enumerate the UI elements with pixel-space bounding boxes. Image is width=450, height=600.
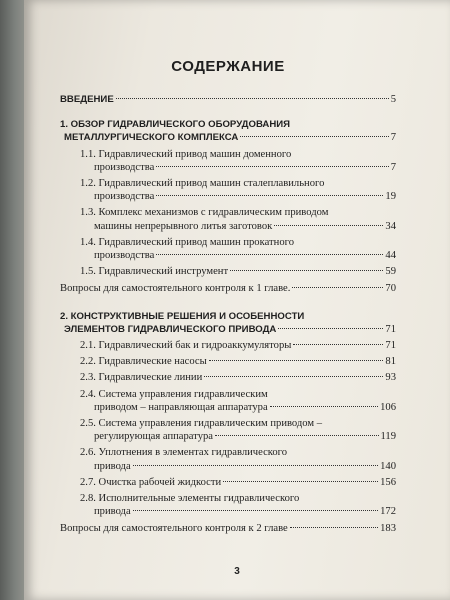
toc-entry-intro: ВВЕДЕНИЕ 5 [60, 94, 396, 105]
book-page [24, 0, 450, 600]
toc-heading: СОДЕРЖАНИЕ [171, 58, 285, 75]
toc-section-2-2: 2.2. Гидравлические насосы 81 [80, 356, 396, 368]
table-of-contents [60, 58, 396, 536]
toc-chapter-2: 2. КОНСТРУКТИВНЫЕ РЕШЕНИЯ И ОСОБЕННОСТИ ЭЛЕМЕНТОВ ГИДРАВЛИЧЕСКОГО ПРИВОДА 71 [60, 310, 396, 335]
toc-section-2-6: 2.6. Уплотнения в элементах гидравлического привода 140 [80, 447, 396, 472]
toc-section-2-8: 2.8. Исполнительные элементы гидравлического привода 172 [80, 493, 396, 518]
toc-section-1-4: 1.4. Гидравлический привод машин прокатного производства 44 [80, 236, 396, 262]
page-number: 3 [234, 566, 240, 577]
toc-section-1-3: 1.3. Комплекс механизмов с гидравлическим приводом машины непрерывного литья заготовок 34 [80, 207, 396, 232]
toc-chapter-1: 1. ОБЗОР ГИДРАВЛИЧЕСКОГО ОБОРУДОВАНИЯ МЕТАЛЛУРГИЧЕСКОГО КОМПЛЕКСА 7 [60, 119, 396, 144]
toc-section-2-1: 2.1. Гидравлический бак и гидроаккумуляторы 71 [80, 340, 396, 352]
toc-section-2-4: 2.4. Система управления гидравлическим приводом – направляющая аппаратура 106 [80, 388, 396, 413]
toc-section-1-5: 1.5. Гидравлический инструмент 59 [80, 266, 396, 278]
toc-section-2-7: 2.7. Очистка рабочей жидкости 156 [80, 476, 396, 488]
book-spine [0, 0, 24, 600]
toc-questions-2: Вопросы для самостоятельного контроля к 2 главе 183 [60, 523, 396, 535]
toc-section-2-3: 2.3. Гидравлические линии 93 [80, 372, 396, 384]
toc-section-1-1: 1.1. Гидравлический привод машин доменного производства 7 [80, 148, 396, 173]
toc-section-1-2: 1.2. Гидравлический привод машин сталеплавильного производства 19 [80, 178, 396, 203]
toc-section-2-5: 2.5. Система управления гидравлическим приводом – регулирующая аппаратура 119 [80, 418, 396, 443]
toc-questions-1: Вопросы для самостоятельного контроля к 1 главе. 70 [60, 283, 396, 295]
